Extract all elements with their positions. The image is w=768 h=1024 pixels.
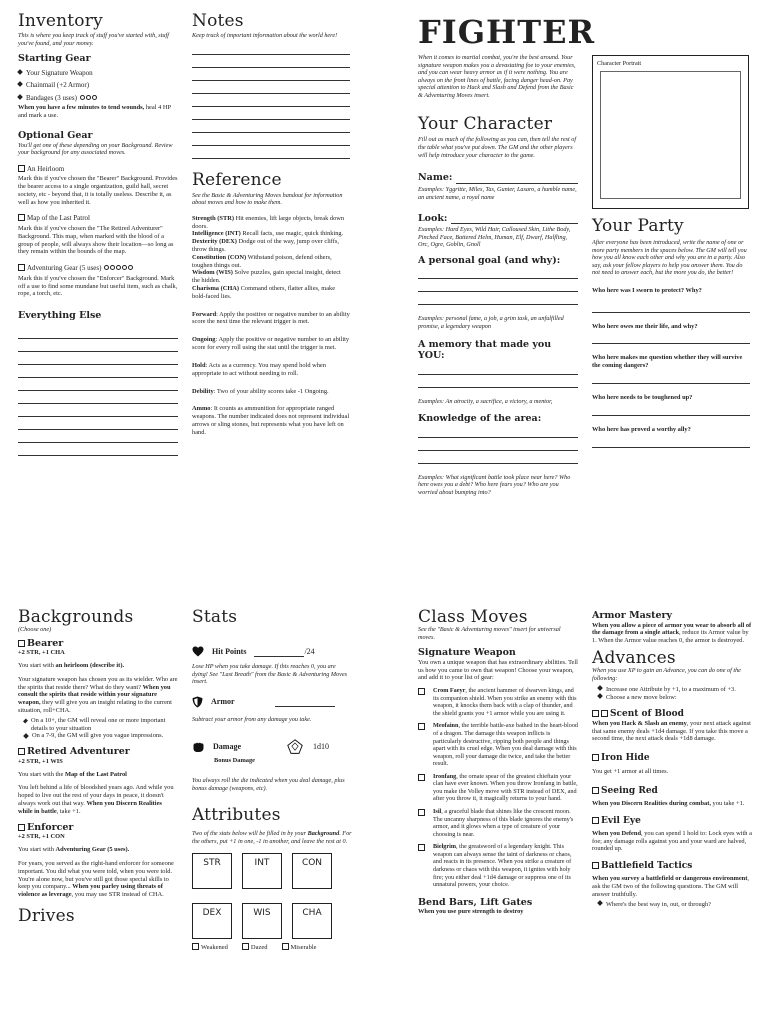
term-ammo: Ammo: It counts as ammunition for appropriate ranged weapons. The number indicated does not represent individual arrows or sling stones, but represents what you have left on hand.	[192, 405, 350, 436]
armor-field[interactable]	[275, 697, 335, 707]
attributes-title: Attributes	[192, 805, 281, 826]
signature-weapon-title: Signature Weapon	[418, 647, 516, 659]
checkbox[interactable]	[418, 774, 425, 781]
notes-lines[interactable]	[192, 42, 350, 159]
gear-item: Your Signature Weapon	[18, 69, 178, 78]
move-iron-hide: Iron Hide	[592, 753, 752, 764]
goal-label: A personal goal (and why):	[418, 254, 561, 266]
stat-def: Constitution (CON) Withstand poison, defend others, toughen things out.	[192, 253, 332, 269]
stat-def: Dexterity (DEX) Dodge out of the way, jump over cliffs, throw things.	[192, 238, 339, 253]
heirloom-item: An Heirloom	[18, 165, 178, 174]
hp-note: Lose HP when you take damage. If this reaches 0, you are dying! See "Last Breath" from the Basic & Adventuring Moves insert.	[192, 663, 347, 686]
retired-start: You start with the Map of the Last Patrol	[18, 770, 127, 778]
look-field[interactable]	[451, 211, 578, 224]
everything-else-lines[interactable]	[18, 326, 178, 456]
name-examples: Examples: Yggritte, Miles, Tas, Gunter, Lasaro, a humble name, an ancient name, a royal name	[418, 186, 577, 201]
checkbox[interactable]	[18, 214, 25, 221]
bearer-outcome: On a 10+, the GM will reveal one or more important details to your situation	[18, 717, 178, 733]
map-text: Mark this if you've chosen the "The Retired Adventurer" Background. This map, when marked with the blood of a group of people, will always show their location—so long as they remain within the bounds of the map.	[18, 224, 174, 256]
term-hold: Hold: Acts as a currency. You may spend hold when appropriate to act without needing to roll.	[192, 361, 326, 377]
map-item: Map of the Last Patrol	[18, 214, 178, 223]
party-answer[interactable]	[592, 434, 750, 448]
knowledge-field[interactable]	[418, 425, 578, 464]
attributes-note: Two of the stats below will be filled in by your Background. For the others, put +1 in one, -1 in another, and leave the rest at 0.	[192, 830, 352, 845]
weapon-option: Isil, a graceful blade that shines like the crescent moon. The uncanny sharpness of this blade ignores the enemy's armor, and it glows when a type of creature of your choosing is near.	[418, 808, 578, 838]
debility-miserable[interactable]: Miserable	[282, 943, 317, 952]
starting-gear-title: Starting Gear	[18, 53, 91, 65]
enforcer-text: For years, you served as the right-hand enforcer for someone important. You did what you were told, when you were told. You're alone now, but you've still got those special skills to keep you company... When you parley using threats of violence as leverage, you may use STR instead of CHA.	[18, 859, 174, 899]
class-moves-column	[418, 608, 578, 916]
background-bearer: Bearer	[18, 638, 178, 650]
use-circle-icon[interactable]	[128, 265, 133, 270]
enforcer-start: You start with Adventuring Gear (5 uses).	[18, 846, 130, 854]
use-circle-icon[interactable]	[80, 95, 85, 100]
stat-definitions	[192, 215, 350, 301]
party-question: Who here makes me question whether they will survive the coming dangers?	[592, 354, 743, 370]
party-question: Who here was I sworn to protect? Why?	[592, 286, 702, 294]
inventory-intro: This is where you keep track of stuff you've started with, stuff you've found, and your money.	[18, 32, 169, 47]
hp-row	[192, 646, 352, 657]
advance-option: Choose a new move below:	[598, 694, 752, 702]
adv-gear-text: Mark this if you've chosen the "Enforcer" Background. Mark off a use to find some mundane but useful item, such as chalk, rope, a torch, etc.	[18, 274, 178, 298]
checkbox[interactable]	[418, 809, 425, 816]
party-question: Who here has proved a worthy ally?	[592, 425, 691, 433]
damage-note: You always roll the die indicated when you deal damage, plus bonus damage (weapons, etc).	[192, 777, 345, 792]
optional-gear-intro: You'll get one of these depending on your Background. Review your background for any associated moves.	[18, 141, 173, 157]
bullet-icon	[17, 81, 23, 87]
background-enforcer: Enforcer	[18, 822, 178, 834]
memory-label: A memory that made you YOU:	[418, 338, 552, 362]
checkbox[interactable]	[418, 844, 425, 851]
move-scent-of-blood: Scent of Blood	[592, 709, 752, 720]
reference-title: Reference	[192, 169, 282, 190]
party-question: Who here needs to be toughened up?	[592, 394, 693, 402]
backgrounds-subtitle: (Choose one)	[18, 626, 52, 633]
drives-title: Drives	[18, 905, 75, 926]
weapon-option: Bielgrim, the greatsword of a legendary knight. This weapon can always sense the taint of darkness or chaos, and reacts in its presence. When you strike a creature of darkness or chaos with this weapon, it ignites with holy fire; you either deal +1d4 damage or suppress one of its unnatural powers, your choice.	[418, 843, 578, 888]
stats-column	[192, 608, 352, 952]
goal-examples: Examples: personal fame, a job, a grim task, an unfulfilled promise, a legendary weapon	[418, 315, 564, 331]
stat-def: Intelligence (INT) Recall facts, use magic, quick thinking.	[192, 230, 344, 238]
use-circle-icon[interactable]	[92, 95, 97, 100]
attribute-row	[192, 903, 352, 939]
d10-die-icon	[287, 739, 303, 755]
move-seeing-red: Seeing Red	[592, 786, 752, 797]
weapon-option: Meofainn, the terrible battle-axe bathed in the heart-blood of a dragon. The damage this weapon inflicts is particularly destructive, ripping both people and things apart with its cruel edge. When you deal damage with this weapon, roll your damage die twice, and take the better result.	[418, 722, 578, 767]
hp-label: Hit Points	[212, 646, 247, 656]
party-title: Your Party	[592, 216, 684, 236]
party-question: Who here owes me their life, and why?	[592, 322, 698, 330]
party-column	[592, 55, 750, 448]
bandage-note: When you have a few minutes to tend wounds, heal 4 HP and mark a use.	[18, 104, 171, 120]
class-title: FIGHTER	[418, 13, 596, 51]
shield-icon	[192, 696, 203, 708]
attribute-int-box[interactable]: INT	[242, 853, 282, 889]
weapon-list	[418, 687, 578, 889]
retired-text: You left behind a life of bloodshed years ago. And while you hoped to live out the rest of your days in peace, it doesn't always work out that way. When you Discern Realities while in battle, take +1.	[18, 784, 174, 815]
backgrounds-title: Backgrounds	[18, 607, 134, 627]
advance-option: Increase one Attribute by +1, to a maximum of +3.	[598, 686, 752, 694]
weapon-option: Ironfang, the ornate spear of the greatest chieftain your clan have ever known. When you throw Ironfang in battle, you make the Volley move with STR instead of DEX, and after you throw it, it magically returns to your hand.	[418, 773, 578, 803]
notes-column	[192, 12, 350, 437]
notes-title: Notes	[192, 11, 244, 31]
bullet-icon	[17, 69, 23, 75]
use-circle-icon[interactable]	[116, 265, 121, 270]
signature-weapon-text: You own a unique weapon that has extraordinary abilities. Tell us how you came to own that weapon! Choose your weapon, and add it to your list of gear:	[418, 658, 578, 682]
checkbox[interactable]	[18, 640, 25, 647]
bearer-text: Your signature weapon has chosen you as its wielder. Who are the spirits that reside there? What do they want? When you consult the spirits that reside within your signature weapon, they will give you an insight relating to the current situation, roll+CHA.	[18, 675, 178, 715]
advances-intro: When you use XP to gain an Advance, you can do one of the following:	[592, 667, 741, 682]
advances-column	[592, 610, 752, 908]
attribute-cha-box[interactable]: CHA	[292, 903, 332, 939]
attribute-row	[192, 853, 352, 889]
term-debility: Debility: Two of your ability scores take -1 Ongoing.	[192, 387, 329, 395]
damage-die: 1d10	[313, 742, 329, 752]
bearer-stats: +2 STR, +1 CHA	[18, 649, 65, 657]
tactics-text: When you survey a battlefield or dangerous environment, ask the GM two of the following questions. The GM will answer truthfully.	[592, 875, 749, 898]
advances-title: Advances	[592, 648, 676, 669]
seeing-text: When you Discern Realities during combat, you take +1.	[592, 799, 745, 807]
evil-text: When you Defend, you can spend 1 hold to: Lock eyes with a foe; any damage rolls against you and your ward are halved, rounded up.	[592, 829, 752, 853]
name-label: Name:	[418, 172, 453, 184]
stats-title: Stats	[192, 607, 238, 627]
attribute-wis-box[interactable]: WIS	[242, 903, 282, 939]
weapon-option: Crom Faeyr, the ancient hammer of dwarven kings, and its companion shield. When you strike an enemy with this weapon, it knocks them back with a clap of thunder, and the shield grants you +1 armor while you are using it.	[418, 687, 578, 717]
notes-intro: Keep track of important information about the world here!	[192, 32, 338, 39]
class-moves-title: Class Moves	[418, 607, 528, 627]
use-circle-icon[interactable]	[122, 265, 127, 270]
inventory-column	[18, 12, 178, 456]
attribute-str-box[interactable]: STR	[192, 853, 232, 889]
bonus-damage-label: Bonus Damage	[214, 757, 256, 765]
inventory-title: Inventory	[18, 11, 103, 31]
iron-text: You get +1 armor at all times.	[592, 768, 669, 776]
use-circle-icon[interactable]	[104, 265, 109, 270]
character-intro: Fill out as much of the following as you can, then tell the rest of the table what you've put down. The GM and the other players will help introduce your character to the game.	[418, 136, 577, 159]
term-ongoing: Ongoing: Apply the positive or negative number to an ability score for every roll using the stat until the trigger is met.	[192, 336, 350, 352]
knowledge-label: Knowledge of the area:	[418, 413, 542, 425]
tactics-question: Where's the best way in, out, or through?	[592, 901, 752, 909]
knowledge-examples: Examples: What significant battle took place near here? Who here owes you a debt? Who here fears you? Who are you worried about bumping into?	[418, 473, 571, 496]
checkbox[interactable]	[18, 264, 25, 271]
party-intro: After everyone has been introduced, write the name of one or more party members in the spaces below. The GM will tell you how you all know each other and why you are in a party. Also say, ask your fellow players to help you answer them. You do not need to answer each, but the more you do, the better!	[592, 239, 747, 277]
checkbox[interactable]	[418, 688, 425, 695]
armor-mastery-title: Armor Mastery	[592, 610, 673, 621]
memory-examples: Examples: An atrocity, a sacrifice, a victory, a mentor,	[418, 397, 553, 405]
party-answer[interactable]	[592, 370, 750, 384]
move-evil-eye: Evil Eye	[592, 816, 752, 827]
party-answer[interactable]	[592, 295, 750, 313]
bend-bars-text: When you use pure strength to destroy	[418, 908, 524, 916]
bend-bars-title: Bend Bars, Lift Gates	[418, 896, 533, 908]
stat-def: Charisma (CHA) Command others, flatter allies, make bold-faced lies.	[192, 285, 336, 300]
party-answer[interactable]	[592, 402, 750, 416]
memory-field[interactable]	[418, 362, 578, 388]
damage-label: Damage	[213, 742, 241, 752]
party-answer[interactable]	[592, 330, 750, 344]
armor-row	[192, 696, 352, 708]
character-column	[418, 13, 596, 497]
damage-row	[192, 739, 352, 755]
armor-label: Armor	[211, 696, 235, 706]
bearer-start: You start with an heirloom (describe it).	[18, 661, 125, 669]
debilities-row	[192, 943, 352, 952]
checkbox[interactable]	[18, 165, 25, 172]
checkbox[interactable]	[18, 824, 25, 831]
armor-mastery-text: When you allow a piece of armor you wear to absorb all of the damage from a single attack, reduce its Armor value by 1. When the Armor value reaches 0, the armor is destroyed.	[592, 621, 752, 645]
checkbox[interactable]	[418, 723, 425, 730]
term-forward: Forward: Apply the positive or negative number to an ability score the next time the relevant trigger is met.	[192, 310, 350, 326]
scent-text: When you Hack & Slash an enemy, your next attack against that same enemy deals +1d4 damage. If you take this move a second time, the next attack deals +1d8 damage.	[592, 719, 751, 743]
heirloom-text: Mark this if you've chosen the "Bearer" Background. Provides the bearer access to a single organization, guild hall, secret society, etc - beyond that, it is totally useless. Describe it, as well as how you inherited it.	[18, 175, 178, 206]
look-examples: Examples: Hard Eyes, Wild Hair, Calloused Skin, Lithe Body, Pinched Face, Battered Helm, Human, Elf, Dwarf, Halfling, Orc, Ogre, Goblin, Gnoll	[418, 226, 571, 249]
look-row	[418, 211, 578, 224]
optional-gear-title: Optional Gear	[18, 129, 93, 141]
heart-icon	[192, 646, 204, 657]
name-row	[418, 171, 578, 184]
bearer-outcome: On a 7-9, the GM will give you vague impressions.	[18, 732, 178, 740]
class-intro: When it comes to martial combat, you're the best around. Your signature weapon makes you a devastating foe to your enemies, and you can wear heavy armor as if it were nothing. You are always on the front lines of battle, facing danger head-on. Pay special attention to Hack and Slash and Defend from the Basic & Adventuring Moves insert.	[418, 54, 576, 99]
enforcer-stats: +2 STR, +1 CON	[18, 833, 65, 841]
checkbox[interactable]	[18, 748, 25, 755]
move-battlefield-tactics: Battlefield Tactics	[592, 861, 752, 872]
hp-field[interactable]	[254, 647, 304, 657]
use-circle-icon[interactable]	[110, 265, 115, 270]
debility-dazed[interactable]: Dazed	[242, 943, 268, 952]
name-field[interactable]	[456, 171, 578, 184]
portrait-label: Character Portrait	[597, 60, 642, 67]
everything-else-title: Everything Else	[18, 310, 102, 322]
debility-weakened[interactable]: Weakened	[192, 943, 228, 952]
attribute-dex-box[interactable]: DEX	[192, 903, 232, 939]
background-retired: Retired Adventurer	[18, 746, 178, 758]
advance-options	[592, 686, 752, 702]
character-portrait-frame[interactable]	[592, 55, 749, 209]
attribute-con-box[interactable]: CON	[292, 853, 332, 889]
look-label: Look:	[418, 212, 448, 224]
reference-intro: See the Basic & Adventuring Moves handout for information about moves and how to make them.	[192, 191, 343, 207]
armor-note: Subtract your armor from any damage you take.	[192, 715, 312, 723]
class-moves-intro: See the "Basic & Adventuring moves" insert for universal moves.	[418, 626, 561, 641]
stat-def: Strength (STR) Hit enemies, lift large objects, break down doors.	[192, 214, 345, 230]
hp-max: /24	[304, 646, 315, 656]
goal-field[interactable]	[418, 266, 578, 305]
bullet-icon	[17, 94, 23, 100]
character-title: Your Character	[418, 114, 553, 135]
use-circle-icon[interactable]	[86, 95, 91, 100]
gear-item: Bandages (3 uses)	[18, 94, 178, 103]
adv-gear-item: Adventuring Gear (5 uses)	[18, 264, 178, 273]
gear-item: Chainmail (+2 Armor)	[18, 81, 178, 90]
retired-stats: +2 STR, +1 WIS	[18, 757, 63, 765]
stat-def: Wisdom (WIS) Solve puzzles, gain special insight, detect the hidden.	[192, 269, 341, 285]
fist-icon	[192, 741, 205, 753]
backgrounds-column	[18, 608, 178, 925]
